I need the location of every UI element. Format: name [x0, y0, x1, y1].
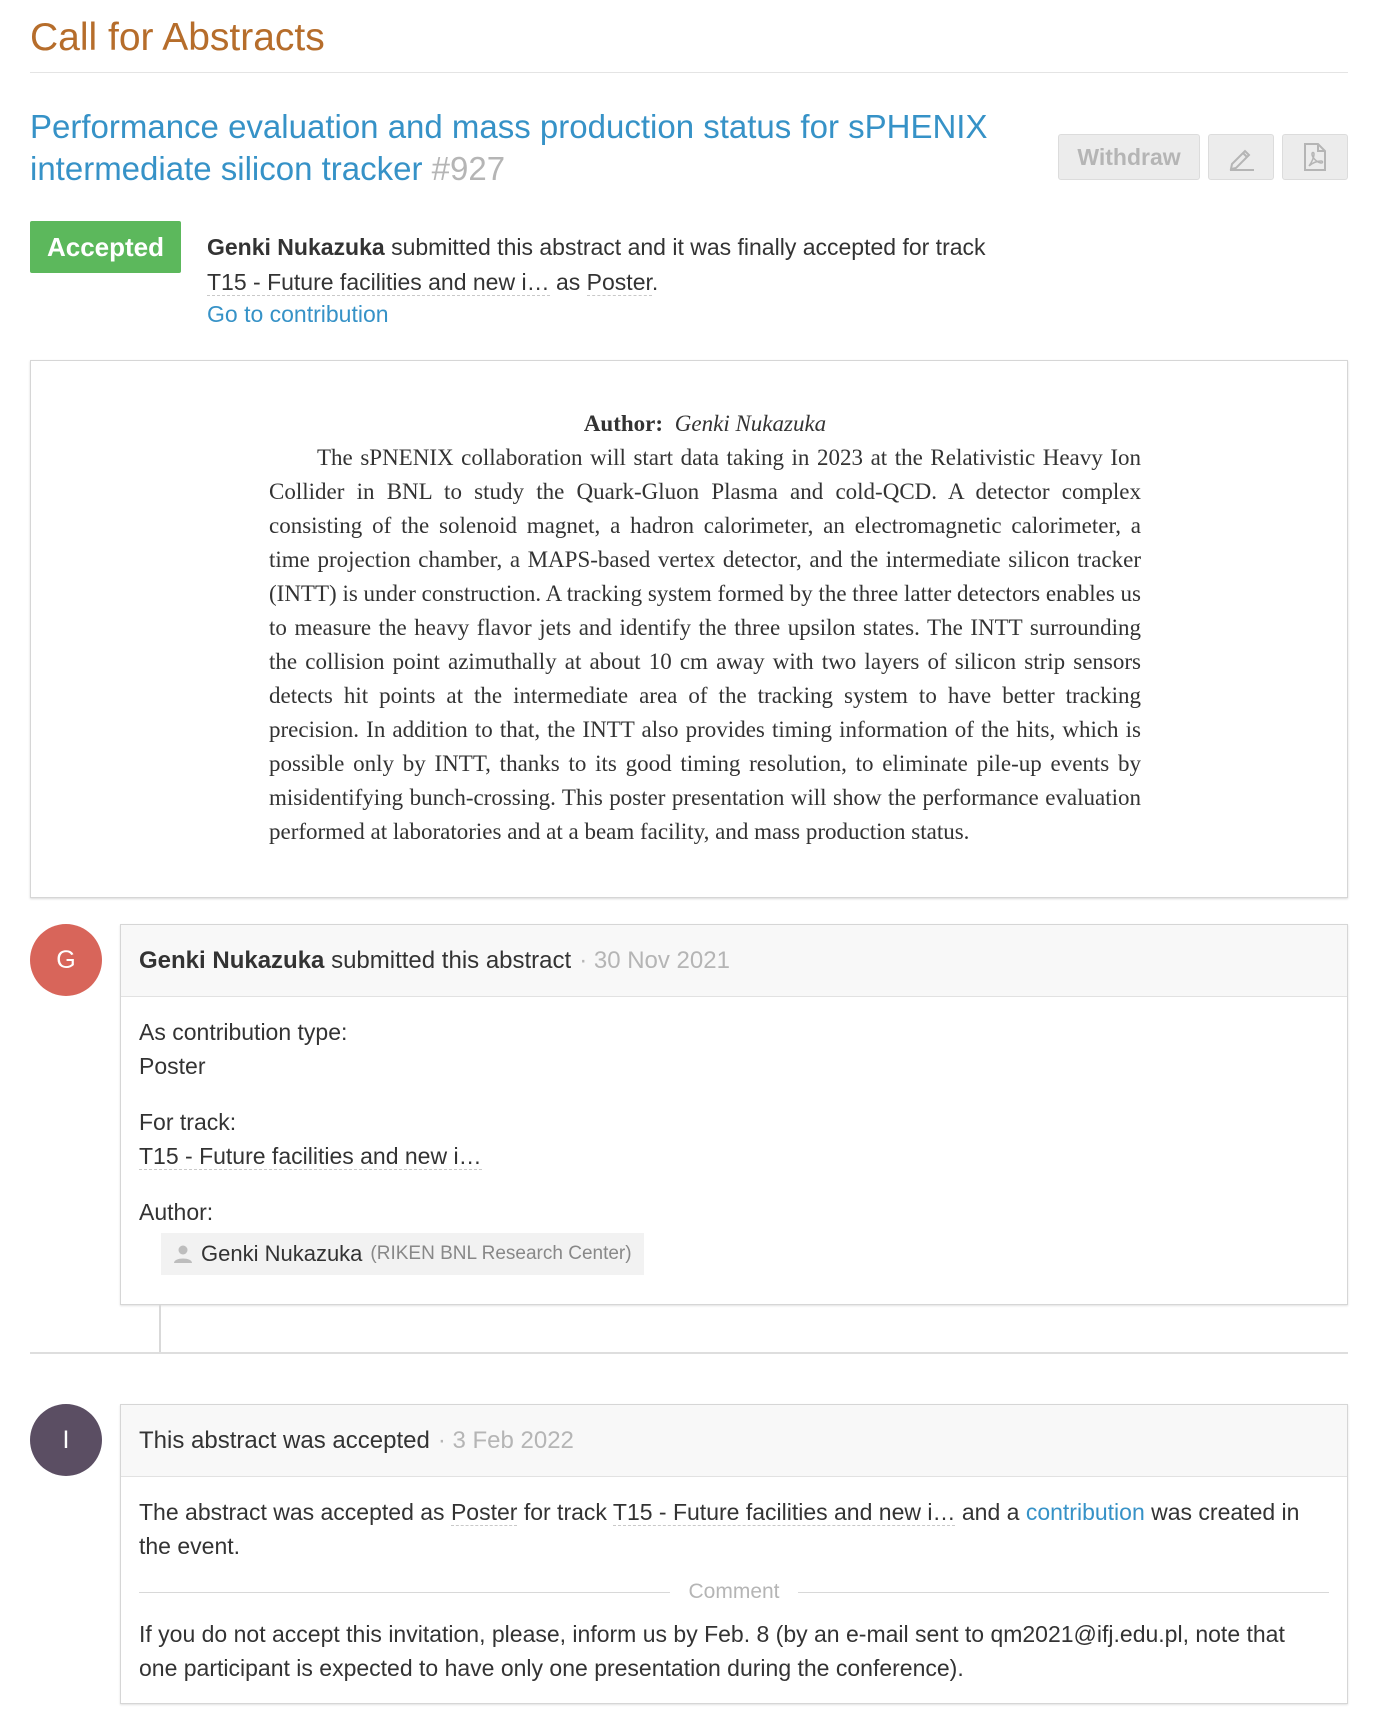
type-suffix: .	[651, 269, 659, 295]
withdraw-button[interactable]: Withdraw	[1058, 134, 1200, 180]
go-to-contribution-link[interactable]: Go to contribution	[207, 301, 389, 327]
author-chip-name: Genki Nukazuka	[201, 1241, 363, 1266]
pdf-icon	[1301, 142, 1329, 172]
abstract-content-box	[30, 360, 1348, 898]
submitted-card	[120, 924, 1348, 1305]
accepted-card-header	[121, 1405, 1347, 1477]
comment-divider	[139, 1575, 1329, 1609]
abstract-title	[30, 106, 1050, 190]
submitter-name: Genki Nukazuka	[207, 234, 385, 260]
contribution-type-label: As contribution type:	[139, 1019, 348, 1045]
submitted-action: submitted this abstract	[331, 946, 572, 974]
accepted-text: and a	[961, 1499, 1020, 1525]
pencil-icon	[1226, 142, 1256, 172]
accepted-card	[120, 1404, 1348, 1704]
abstract-body: The sPNENIX collaboration will start data taking in 2023 at the Relativistic Heavy Ion Collider in BNL to study the Quark-Gluon Plasma and cold-QCD. A detector complex consisting of the solenoid magnet, a hadron calorimeter, an electromagnetic calorimeter, a time projection chamber, a MAPS-based vertex detector, and the intermediate silicon tracker (INTT) is under construction. A tracking system formed by the three latter detectors enables us to measure the heavy flavor jets and identify the three upsilon states. The INTT surrounding the collision point azimuthally at about 10 cm away with two layers of silicon strip sensors detects hit points at the intermediate area of the tracking system to have better tracking precision. In addition to that, the INTT also provides timing information of the hits, which is possible only by INTT, thanks to its good timing resolution, to eliminate pile-up events by misidentifying bunch-crossing. This poster presentation will show the performance evaluation performed at laboratories and at a beam facility, and mass production status.	[269, 445, 1141, 844]
avatar	[30, 924, 102, 996]
edit-button[interactable]	[1208, 134, 1274, 180]
page-title: Call for Abstracts	[30, 16, 1348, 73]
track-label: For track:	[139, 1109, 237, 1135]
accepted-text: was created in the event.	[139, 1499, 1300, 1559]
pdf-button[interactable]	[1282, 134, 1348, 180]
user-icon	[173, 1244, 193, 1264]
accepted-type: Poster	[450, 1499, 518, 1525]
abstract-number: #927	[431, 150, 506, 187]
contribution-type-block	[139, 1015, 1329, 1083]
submitted-card-header	[121, 925, 1347, 997]
timeline-separator	[30, 1352, 1348, 1354]
as-text: as	[555, 269, 581, 295]
contribution-type-value: Poster	[139, 1053, 206, 1079]
comment-label: Comment	[688, 1580, 780, 1603]
author-label: Author:	[139, 1199, 214, 1225]
accepted-track: T15 - Future facilities and new i…	[612, 1499, 956, 1525]
track-block	[139, 1105, 1329, 1173]
author-name: Genki Nukazuka	[674, 411, 827, 436]
track-name: T15 - Future facilities and new i…	[207, 269, 550, 295]
status-sentence: submitted this abstract and it was finally accepted for track	[391, 234, 986, 260]
avatar-letter: I	[62, 1425, 70, 1454]
submitter-name: Genki Nukazuka	[139, 946, 325, 974]
status-summary	[207, 230, 1067, 300]
abstract-toolbar	[1058, 134, 1348, 180]
timeline-connector	[159, 1305, 161, 1353]
avatar-letter: G	[56, 945, 76, 974]
contribution-link[interactable]: contribution	[1025, 1499, 1145, 1525]
abstract-author-line	[269, 407, 1141, 441]
author-label: Author:	[583, 411, 664, 436]
accepted-date: · 3 Feb 2022	[437, 1426, 574, 1454]
abstract-title-text: Performance evaluation and mass production status for sPHENIX intermediate silicon tracker	[30, 108, 988, 187]
author-block	[139, 1195, 1329, 1275]
contribution-type: Poster	[586, 269, 652, 295]
status-badge: Accepted	[30, 221, 181, 273]
accepted-message	[139, 1495, 1329, 1563]
accepted-heading: This abstract was accepted	[139, 1426, 430, 1454]
author-affiliation: (RIKEN BNL Research Center)	[370, 1243, 632, 1264]
comment-text: If you do not accept this invitation, please, inform us by Feb. 8 (by an e-mail sent to qm2021@ifj.edu.pl, note that one participant is expected to have only one presentation during the conference).	[139, 1621, 1285, 1681]
submitted-date: · 30 Nov 2021	[579, 946, 730, 974]
track-value: T15 - Future facilities and new i…	[139, 1143, 482, 1169]
avatar	[30, 1404, 102, 1476]
accepted-text: The abstract was accepted as	[139, 1499, 445, 1525]
accepted-text: for track	[523, 1499, 607, 1525]
author-chip	[161, 1233, 644, 1275]
